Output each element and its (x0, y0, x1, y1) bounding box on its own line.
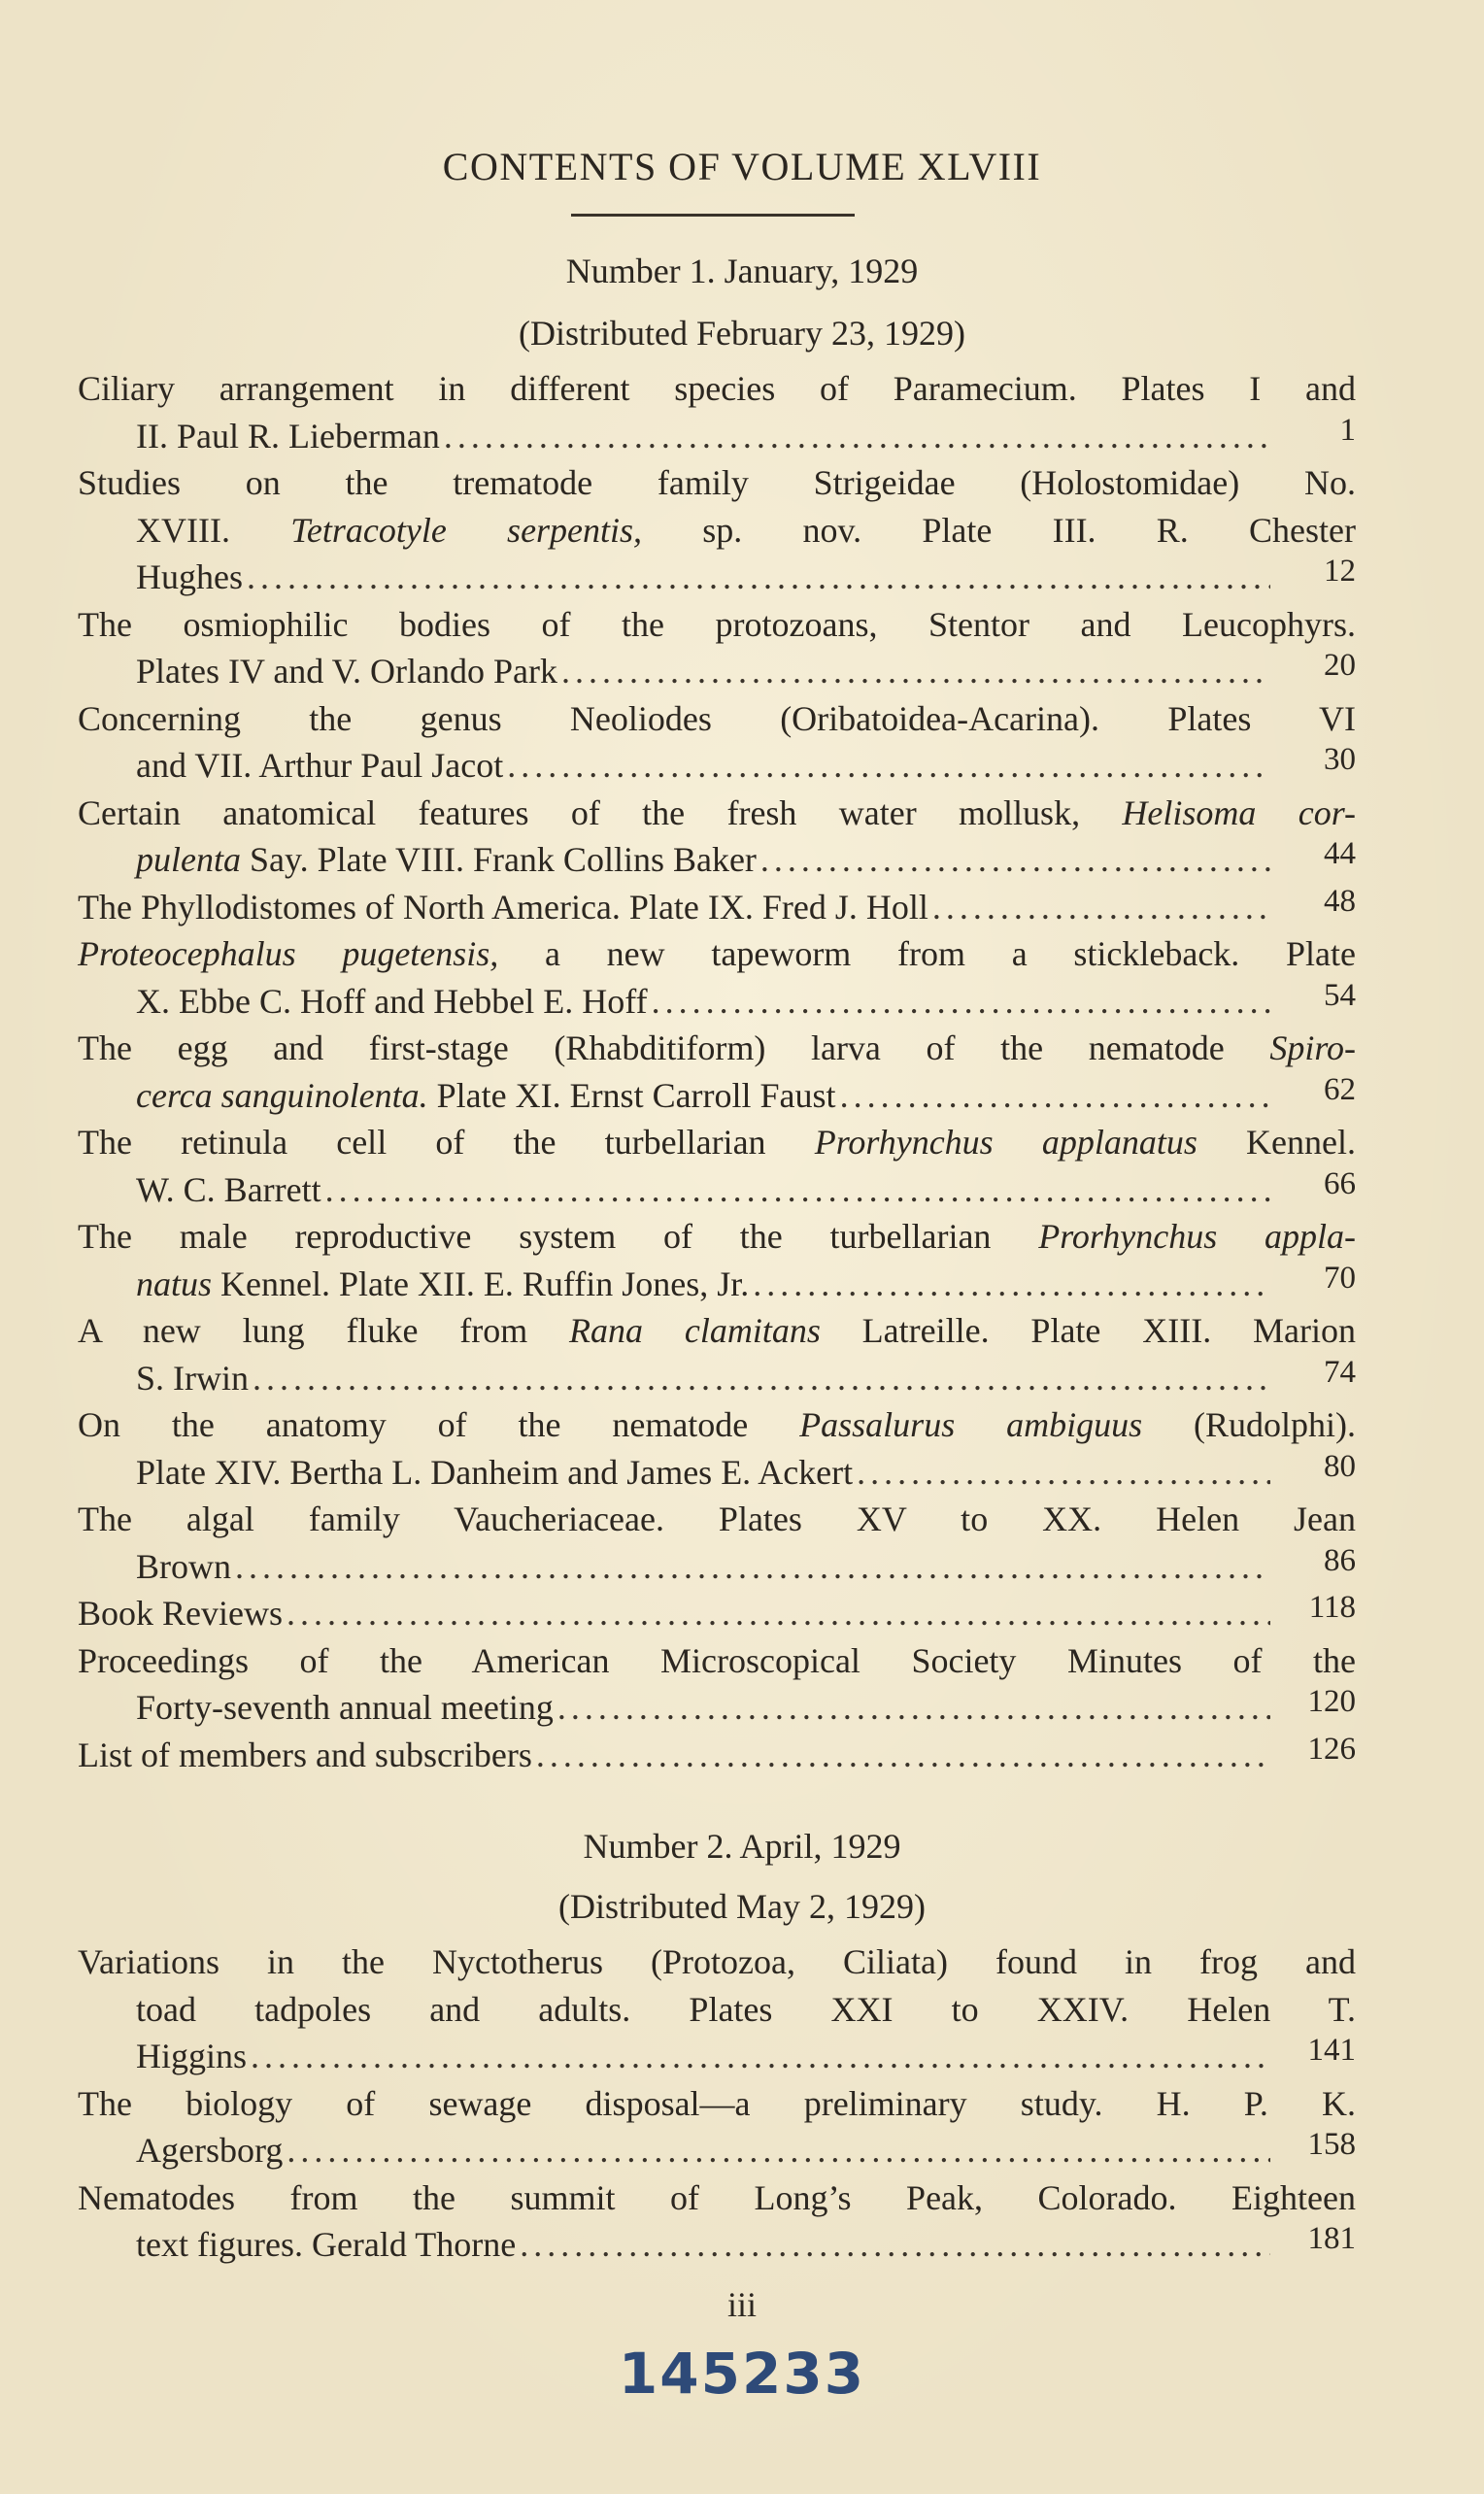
toc-entry-line: The egg and first-stage (Rhabditiform) larva of the nematode Spiro- (78, 1028, 1356, 1067)
toc-entry-text: Hughes (136, 557, 243, 596)
toc-entry-text: and VII. Arthur Paul Jacot (136, 746, 504, 785)
toc-entry (78, 1637, 1356, 1732)
toc-page-number: 12 (1324, 554, 1356, 589)
page-folio: iii (726, 2285, 757, 2324)
toc-entry-last-line (78, 1732, 1356, 1779)
dot-leader (520, 2221, 1270, 2269)
toc-entry (78, 1590, 1356, 1637)
toc-entry-line: On the anatomy of the nematode Passalurus ambiguus (Rudolphi). (78, 1405, 1356, 1444)
toc-entry-last-line (78, 742, 1356, 790)
issue-2-distributed: (Distributed May 2, 1929) (558, 1887, 926, 1926)
toc-entry (78, 1119, 1356, 1213)
toc-entry-text: Plates IV and V. Orlando Park (136, 652, 557, 691)
toc-entry-text: W. C. Barrett (136, 1169, 321, 1209)
toc-entry-text: natus Kennel. Plate XII. E. Ruffin Jones, Jr. (136, 1264, 750, 1303)
toc-entry-last-line (78, 978, 1356, 1026)
dot-leader (287, 1590, 1270, 1637)
toc-entry-text: pulenta Say. Plate VIII. Frank Collins Baker (136, 840, 757, 879)
toc-entry (78, 1496, 1356, 1590)
toc-entry-last-line (78, 413, 1356, 460)
toc-entry-line: A new lung fluke from Rana clamitans Latreille. Plate XIII. Marion (78, 1311, 1356, 1350)
toc-entry (78, 930, 1356, 1025)
toc-page-number: 118 (1308, 1590, 1356, 1625)
toc-entry-text: Brown (136, 1546, 231, 1586)
dot-leader (536, 1732, 1270, 1779)
toc-entry (78, 1025, 1356, 1119)
title-rule (571, 214, 855, 217)
toc-entry (78, 2080, 1356, 2174)
dot-leader (561, 648, 1270, 695)
toc-entry-last-line (78, 554, 1356, 601)
issue-1-heading: Number 1. January, 1929 (565, 252, 919, 290)
toc-page-number: 44 (1324, 836, 1356, 871)
dot-leader (760, 836, 1270, 884)
toc-page-number: 158 (1307, 2127, 1356, 2162)
toc-entry-last-line (78, 1543, 1356, 1591)
toc-entry-text: Agersborg (136, 2131, 284, 2170)
toc-entry (78, 601, 1356, 695)
toc-entry-last-line (78, 1590, 1356, 1637)
toc-page-number: 30 (1324, 742, 1356, 777)
dot-leader (857, 1449, 1270, 1497)
toc-page-number: 66 (1324, 1165, 1356, 1201)
toc-page-number: 48 (1324, 883, 1356, 919)
toc-entry (78, 1307, 1356, 1401)
toc-entry (78, 2174, 1356, 2269)
toc-entry (78, 884, 1356, 931)
toc-entry-last-line (78, 1355, 1356, 1402)
toc-entry-last-line (78, 836, 1356, 884)
toc-entry (78, 459, 1356, 601)
toc-entry-last-line (78, 2127, 1356, 2174)
toc-entry-line: The algal family Vaucheriaceae. Plates XV to XX. Helen Jean (78, 1500, 1356, 1538)
toc-entry-text: Plate XIV. Bertha L. Danheim and James E. Ackert (136, 1452, 854, 1492)
dot-leader (557, 1684, 1270, 1732)
toc-entry (78, 365, 1356, 459)
toc-entry-text: Book Reviews (78, 1594, 283, 1633)
dot-leader (444, 413, 1270, 460)
toc-entry (78, 1938, 1356, 2080)
toc-entry (78, 1213, 1356, 1307)
toc-entry-text: cerca sanguinolenta. Plate XI. Ernst Carroll Faust (136, 1075, 836, 1115)
toc-entry (78, 695, 1356, 790)
toc-entry-line: The retinula cell of the turbellarian Prorhynchus applanatus Kennel. (78, 1123, 1356, 1162)
toc-page-number: 62 (1324, 1071, 1356, 1107)
toc-page-number: 80 (1324, 1448, 1356, 1484)
dot-leader (247, 554, 1270, 601)
issue-2-heading: Number 2. April, 1929 (583, 1827, 901, 1866)
toc-entry-last-line (78, 2033, 1356, 2080)
toc-entry-line: Nematodes from the summit of Long’s Peak, Colorado. Eighteen (78, 2177, 1356, 2217)
dot-leader (325, 1166, 1270, 1214)
toc-entry-line: Concerning the genus Neoliodes (Oribatoidea-Acarina). Plates VI (78, 698, 1356, 738)
toc-entry-line: toad tadpoles and adults. Plates XXI to XXIV. Helen T. (136, 1989, 1356, 2029)
toc-page-number: 1 (1339, 412, 1356, 448)
dot-leader (507, 742, 1270, 790)
toc-entry-line: Studies on the trematode family Strigeidae (Holostomidae) No. (78, 463, 1356, 502)
toc-page-number: 54 (1324, 977, 1356, 1013)
toc-entry (78, 1401, 1356, 1496)
dot-leader (235, 1543, 1270, 1591)
page-title: CONTENTS OF VOLUME XLVIII (442, 145, 1042, 188)
toc-entry-line: Proceedings of the American Microscopical Society Minutes of the (78, 1640, 1356, 1680)
toc-entry-text: The Phyllodistomes of North America. Plate IX. Fred J. Holl (78, 887, 928, 927)
toc-entry-last-line (78, 2221, 1356, 2269)
toc-entry-line: Variations in the Nyctotherus (Protozoa, Ciliata) found in frog and (78, 1942, 1356, 1981)
toc-entry-line: The male reproductive system of the turbellarian Prorhynchus appla- (78, 1217, 1356, 1256)
issue-1-distributed: (Distributed February 23, 1929) (519, 314, 965, 353)
dot-leader (253, 1355, 1270, 1402)
toc-entry-last-line (78, 1072, 1356, 1120)
dot-leader (840, 1072, 1270, 1120)
dot-leader (753, 1261, 1270, 1308)
toc-page-number: 126 (1307, 1731, 1356, 1767)
toc-page-number: 70 (1324, 1260, 1356, 1296)
dot-leader (287, 2127, 1270, 2174)
issue-1-contents (78, 365, 1356, 1778)
toc-entry-line: The biology of sewage disposal—a preliminary study. H. P. K. (78, 2083, 1356, 2123)
dot-leader (652, 978, 1270, 1026)
toc-entry-last-line (78, 1261, 1356, 1308)
toc-entry-text: Higgins (136, 2037, 248, 2075)
toc-entry-last-line (78, 1166, 1356, 1214)
toc-entry-last-line (78, 1684, 1356, 1732)
toc-entry-last-line (78, 648, 1356, 695)
toc-entry-text: List of members and subscribers (78, 1735, 532, 1774)
toc-entry-line: XVIII. Tetracotyle serpentis, sp. nov. Plate III. R. Chester (136, 510, 1356, 550)
toc-entry-text: Forty-seventh annual meeting (136, 1688, 554, 1727)
toc-page-number: 20 (1324, 648, 1356, 683)
toc-entry-last-line (78, 1449, 1356, 1497)
toc-page-number: 86 (1324, 1542, 1356, 1578)
toc-entry (78, 1732, 1356, 1779)
toc-entry (78, 790, 1356, 884)
toc-entry-line: Proteocephalus pugetensis, a new tapeworm from a stickleback. Plate (78, 934, 1356, 973)
toc-page-number: 74 (1324, 1354, 1356, 1390)
toc-entry-line: Certain anatomical features of the fresh water mollusk, Helisoma cor- (78, 792, 1357, 832)
toc-page-number: 120 (1307, 1684, 1356, 1719)
toc-page-number: 181 (1307, 2221, 1356, 2256)
dot-leader (932, 884, 1270, 931)
toc-entry-last-line (78, 884, 1356, 931)
toc-entry-text: II. Paul R. Lieberman (136, 416, 440, 455)
dot-leader (251, 2033, 1270, 2080)
toc-page-number: 141 (1307, 2033, 1356, 2068)
issue-2-contents (78, 1938, 1356, 2269)
toc-entry-text: text figures. Gerald Thorne (136, 2225, 517, 2264)
toc-entry-text: X. Ebbe C. Hoff and Hebbel E. Hoff (136, 981, 648, 1021)
toc-entry-line: Ciliary arrangement in different species of Paramecium. Plates I and (78, 369, 1356, 408)
accession-stamp: 145233 (618, 2341, 866, 2407)
toc-entry-line: The osmiophilic bodies of the protozoans, Stentor and Leucophyrs. (78, 604, 1356, 644)
toc-entry-text: S. Irwin (136, 1358, 249, 1398)
